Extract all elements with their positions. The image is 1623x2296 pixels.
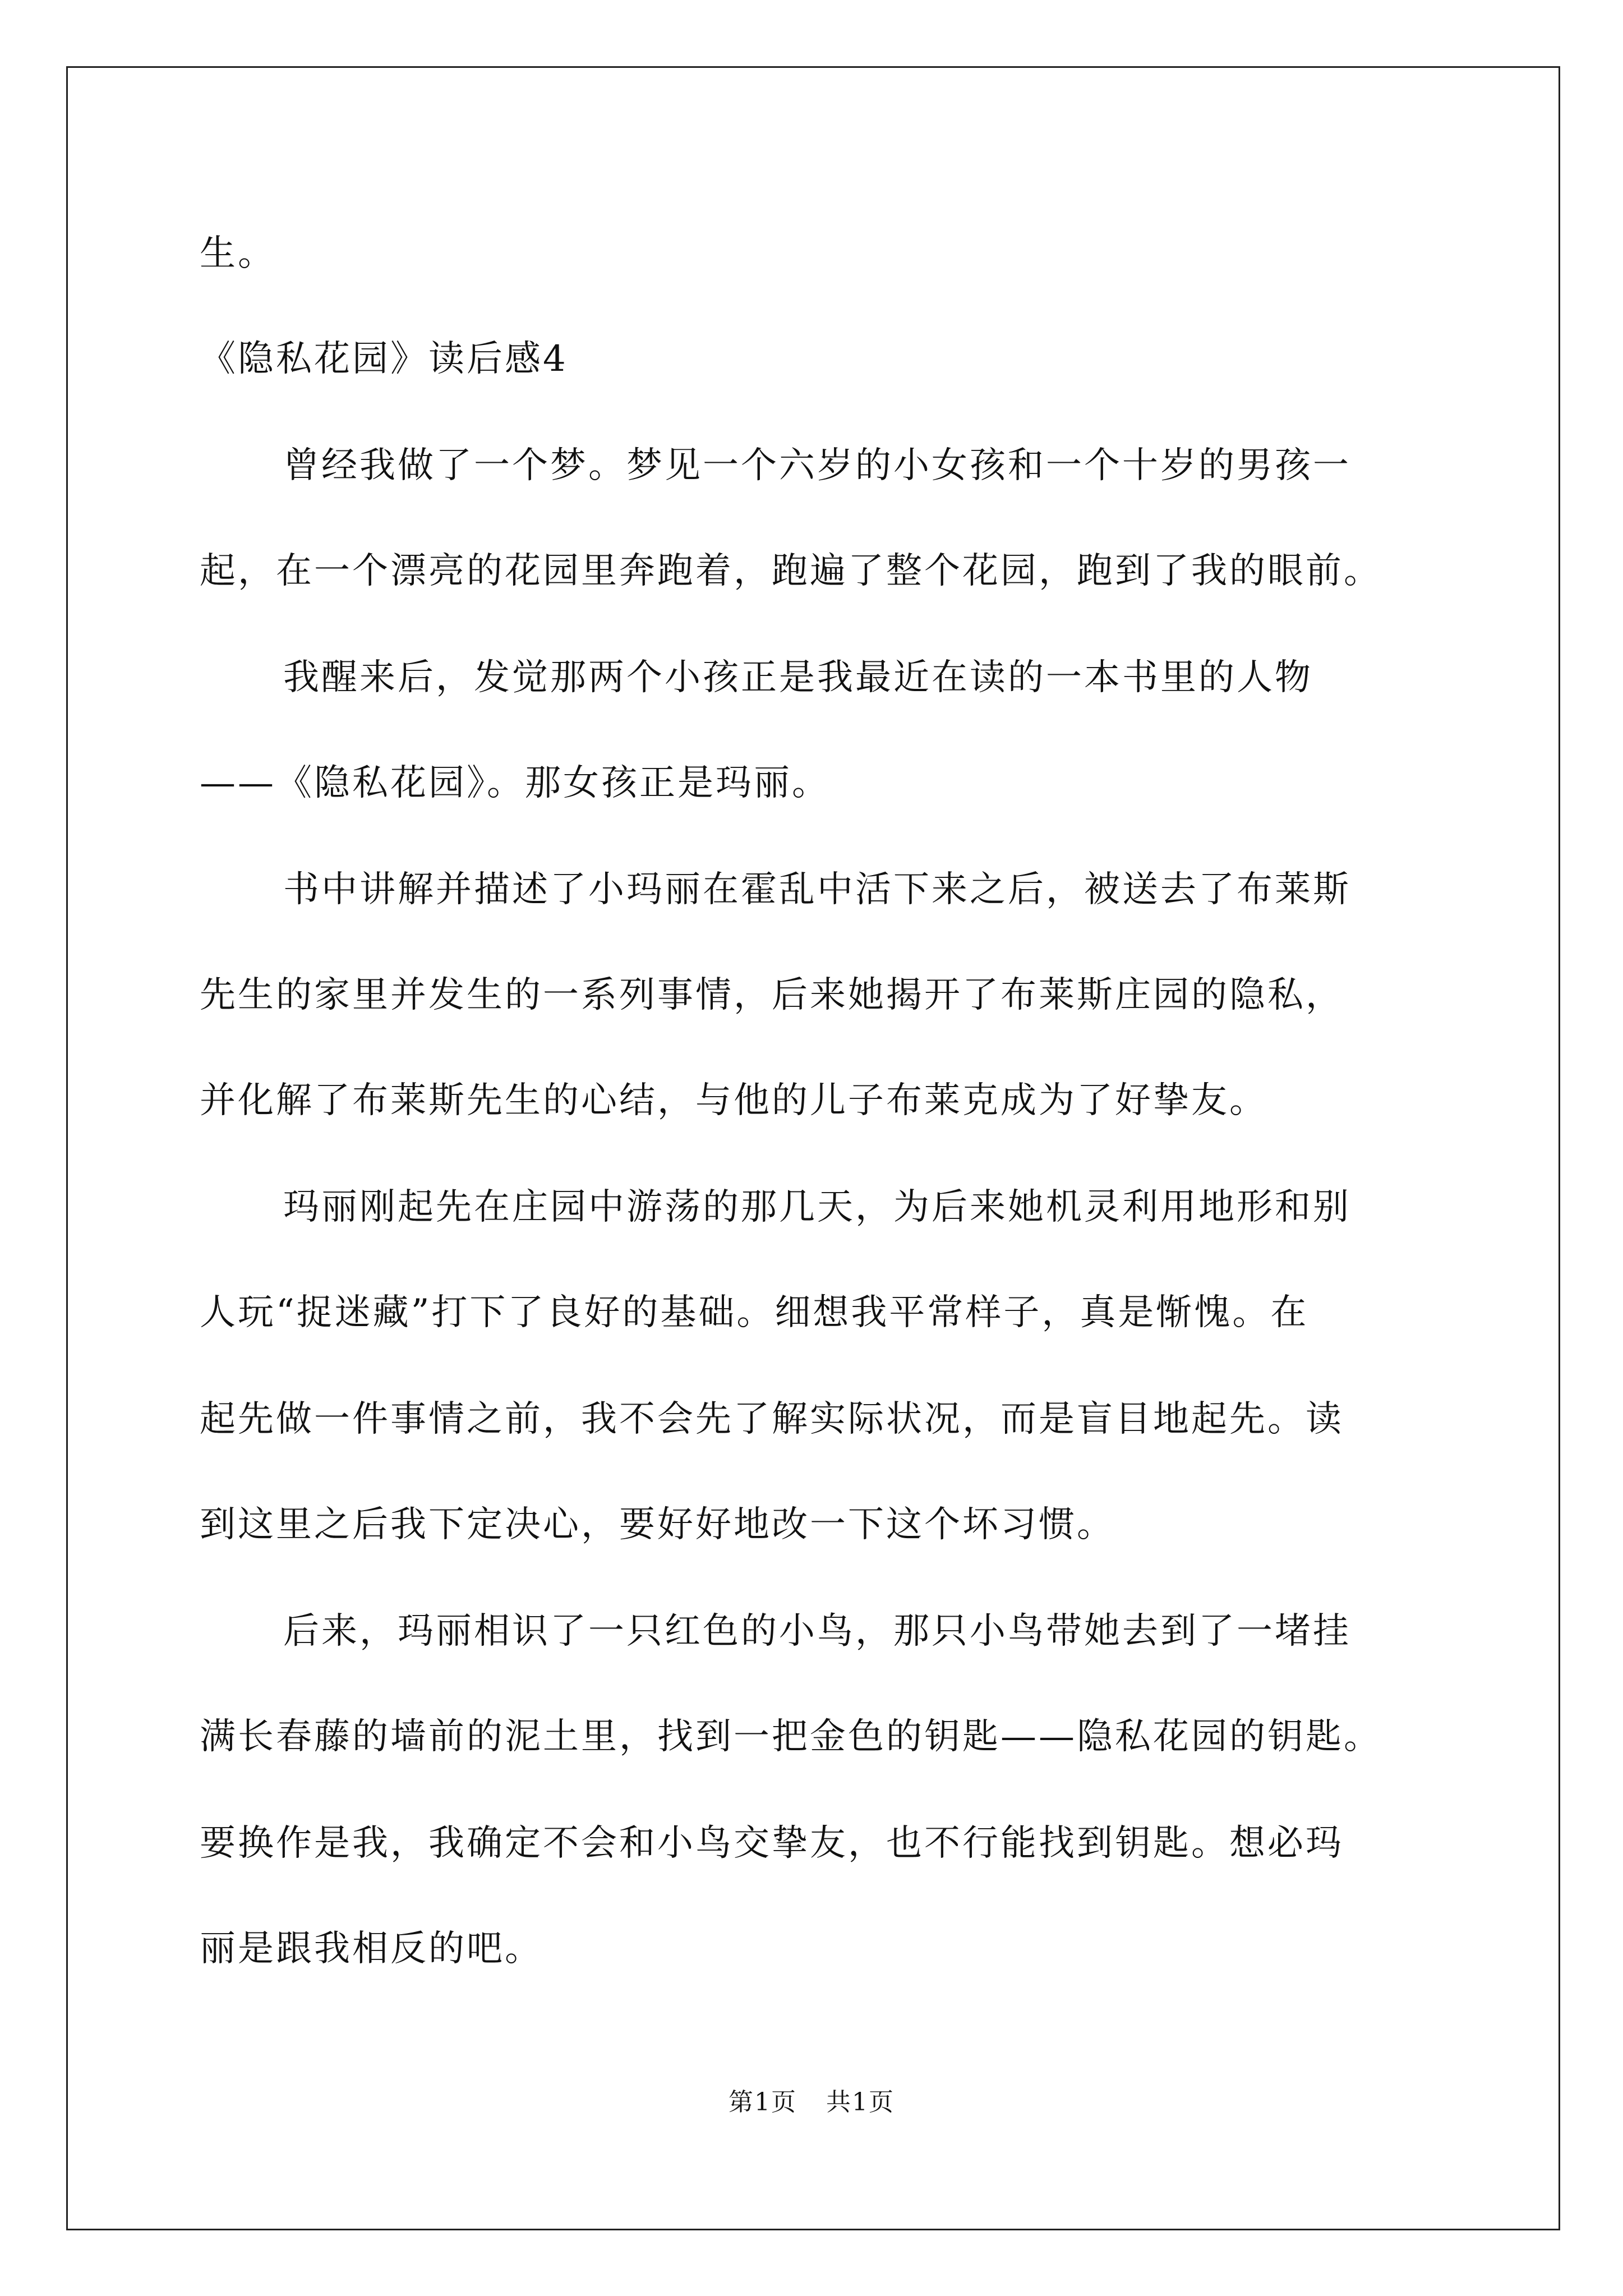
text-line-17: 丽是跟我相反的吧。 <box>200 1928 543 1970</box>
text-line-10: 玛丽刚起先在庄园中游荡的那几天，为后来她机灵利用地形和别 <box>283 1186 1351 1228</box>
text-line-1: 生。 <box>200 233 276 274</box>
text-line-9: 并化解了布莱斯先生的心结，与他的儿子布莱克成为了好挚友。 <box>200 1080 1267 1121</box>
text-line-4: 起，在一个漂亮的花园里奔跑着，跑遍了整个花园，跑到了我的眼前。 <box>200 550 1382 592</box>
text-line-5: 我醒来后，发觉那两个小孩正是我最近在读的一本书里的人物 <box>283 657 1313 698</box>
total-pages: 共1页 <box>826 2088 895 2116</box>
text-line-3: 曾经我做了一个梦。梦见一个六岁的小女孩和一个十岁的男孩一 <box>283 445 1351 486</box>
text-line-15: 满长春藤的墙前的泥土里，找到一把金色的钥匙——隐私花园的钥匙。 <box>200 1716 1382 1757</box>
text-line-7: 书中讲解并描述了小玛丽在霍乱中活下来之后，被送去了布莱斯 <box>283 869 1351 910</box>
section-heading: 《隐私花园》读后感4 <box>200 338 568 380</box>
text-line-14: 后来，玛丽相识了一只红色的小鸟，那只小鸟带她去到了一堵挂 <box>283 1611 1351 1652</box>
text-line-12: 起先做一件事情之前，我不会先了解实际状况，而是盲目地起先。读 <box>200 1398 1344 1440</box>
page-border <box>66 66 1560 2230</box>
page-number: 第1页 <box>728 2088 797 2116</box>
text-line-6: ——《隐私花园》。那女孩正是玛丽。 <box>200 762 830 804</box>
text-line-16: 要换作是我，我确定不会和小鸟交挚友，也不行能找到钥匙。想必玛 <box>200 1823 1344 1864</box>
text-line-13: 到这里之后我下定决心，要好好地改一下这个坏习惯。 <box>200 1504 1115 1545</box>
page-footer <box>0 2087 1623 2118</box>
text-line-11: 人玩“捉迷藏”打下了良好的基础。细想我平常样子，真是惭愧。在 <box>200 1292 1309 1333</box>
text-line-8: 先生的家里并发生的一系列事情，后来她揭开了布莱斯庄园的隐私， <box>200 974 1344 1016</box>
